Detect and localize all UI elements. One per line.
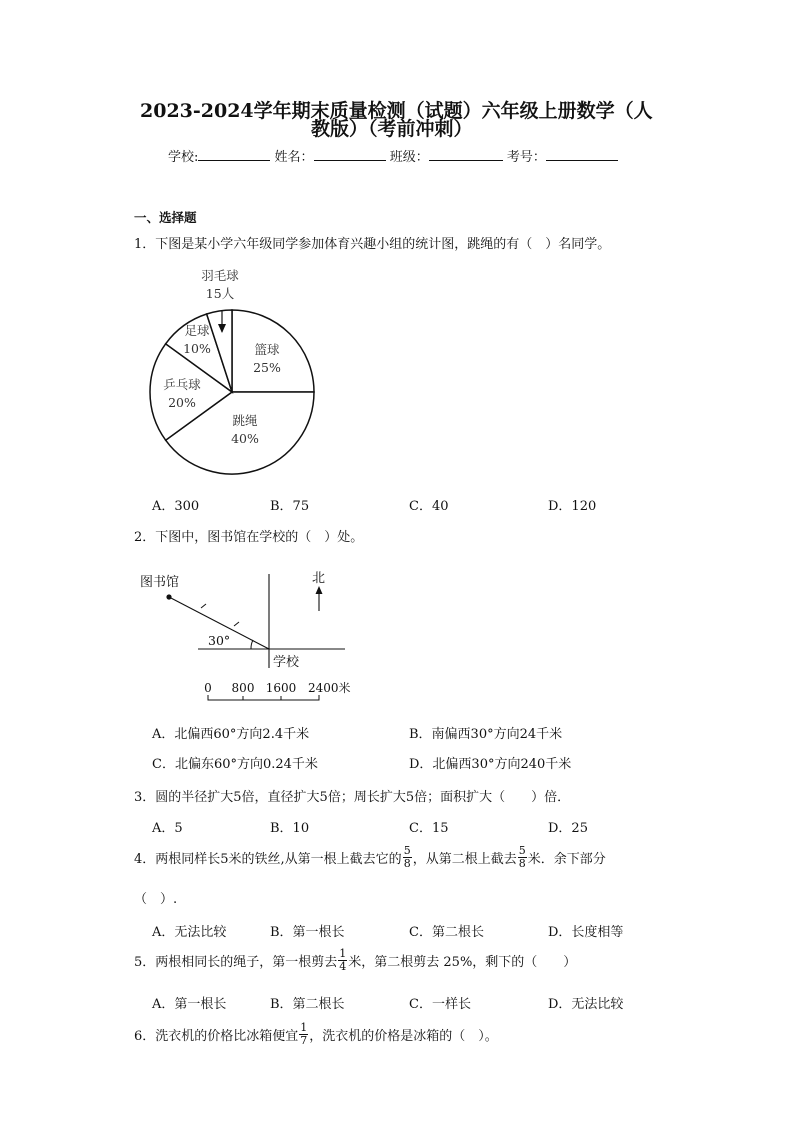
q3-option-a[interactable]: A．5 bbox=[152, 821, 183, 836]
q5-option-a[interactable]: A．第一根长 bbox=[152, 997, 227, 1012]
q5-frac-denominator: 4 bbox=[339, 960, 347, 973]
q6-fraction bbox=[299, 1022, 308, 1047]
pie-callout-value: 15人 bbox=[205, 286, 235, 301]
q1-option-d[interactable]: D．120 bbox=[548, 499, 597, 514]
q6-frac-numerator: 1 bbox=[300, 1021, 308, 1034]
q5-option-c[interactable]: C．一样长 bbox=[409, 997, 471, 1012]
angle-arc bbox=[251, 640, 253, 649]
q6-text-b: ，洗衣机的价格是冰箱的（ ）。 bbox=[309, 1029, 498, 1044]
page-title-line2: 教版）（考前冲刺） bbox=[311, 118, 473, 140]
q5-text-b: 米，第二根剪去 25%，剩下的（ ） bbox=[348, 955, 577, 970]
scale-tick-800: 800 bbox=[231, 681, 255, 695]
q2-option-d[interactable]: D．北偏西30°方向240千米 bbox=[409, 757, 572, 772]
q3-option-b[interactable]: B．10 bbox=[270, 821, 310, 836]
name-blank[interactable] bbox=[314, 148, 386, 161]
q5-option-d[interactable]: D．无法比较 bbox=[548, 997, 624, 1012]
name-label: 姓名： bbox=[274, 150, 314, 165]
question-2-text: 2．下图中，图书馆在学校的（ ）处。 bbox=[134, 530, 364, 545]
q2-option-a[interactable]: A．北偏西60°方向2.4千米 bbox=[152, 727, 310, 742]
scale-tick-0: 0 bbox=[204, 681, 212, 695]
question-3-text: 3．圆的半径扩大5倍，直径扩大5倍；周长扩大5倍；面积扩大（ ）倍． bbox=[134, 790, 571, 805]
q5-fraction bbox=[338, 948, 347, 973]
q4-option-b[interactable]: B．第一根长 bbox=[270, 925, 345, 940]
scale-tick-2400: 2400米 bbox=[308, 681, 351, 695]
q4-option-d[interactable]: D．长度相等 bbox=[548, 925, 624, 940]
q4-frac1-denominator: 8 bbox=[403, 857, 411, 870]
q5-text-a: 5．两根相同长的绳子，第一根剪去 bbox=[134, 955, 338, 970]
student-info-row bbox=[168, 146, 618, 165]
pie-label-basketball: 篮球 bbox=[254, 342, 280, 357]
q6-frac-denominator: 7 bbox=[300, 1034, 308, 1047]
question-5-text bbox=[134, 948, 576, 973]
q1-option-a[interactable]: A．300 bbox=[152, 499, 200, 514]
section-title: 一、选择题 bbox=[134, 210, 197, 225]
q2-option-b[interactable]: B．南偏西30°方向24千米 bbox=[409, 727, 563, 742]
q4-frac1-numerator: 5 bbox=[403, 844, 411, 857]
class-blank[interactable] bbox=[429, 148, 503, 161]
school-label: 学校 bbox=[273, 655, 300, 670]
pie-label-pingpong: 乒乓球 bbox=[163, 377, 201, 392]
page-title-line1: 2023-2024学年期末质量检测（试题）六年级上册数学（人 bbox=[140, 100, 653, 122]
question-4-line2: （ ）. bbox=[134, 892, 178, 907]
q1-option-c[interactable]: C．40 bbox=[409, 499, 449, 514]
q4-text-a: 4．两根同样长5米的铁丝,从第一根上截去它的 bbox=[134, 852, 402, 867]
q4-text-b: ，从第二根上截去 bbox=[412, 852, 517, 867]
pie-callout-label: 羽毛球 bbox=[201, 268, 239, 283]
q3-option-c[interactable]: C．15 bbox=[409, 821, 449, 836]
direction-diagram bbox=[130, 562, 370, 702]
scale-tick-1600: 1600 bbox=[265, 681, 297, 695]
question-4-text bbox=[134, 845, 606, 870]
question-6-text bbox=[134, 1022, 498, 1047]
pie-value-pingpong: 20% bbox=[168, 395, 196, 410]
class-label: 班级： bbox=[389, 150, 429, 165]
q4-fraction-1 bbox=[403, 845, 412, 870]
pie-value-basketball: 25% bbox=[253, 360, 281, 375]
q6-text-a: 6．洗衣机的价格比冰箱便宜 bbox=[134, 1029, 299, 1044]
scale-bar bbox=[208, 695, 319, 700]
q4-option-a[interactable]: A．无法比较 bbox=[152, 925, 227, 940]
q4-fraction-2 bbox=[518, 845, 527, 870]
school-blank[interactable] bbox=[198, 148, 270, 161]
q3-option-d[interactable]: D．25 bbox=[548, 821, 588, 836]
q5-option-b[interactable]: B．第二根长 bbox=[270, 997, 345, 1012]
north-arrowhead bbox=[316, 586, 323, 594]
q4-text-c: 米．余下部分 bbox=[527, 852, 606, 867]
library-label: 图书馆 bbox=[140, 575, 180, 590]
q1-option-b[interactable]: B．75 bbox=[270, 499, 310, 514]
q5-frac-numerator: 1 bbox=[339, 947, 347, 960]
pie-label-jumprope: 跳绳 bbox=[232, 413, 258, 428]
tick-mark-2 bbox=[234, 622, 239, 626]
pie-value-jumprope: 40% bbox=[231, 431, 259, 446]
exam-number-label: 考号： bbox=[506, 150, 546, 165]
school-label: 学校: bbox=[168, 150, 199, 165]
q4-frac2-numerator: 5 bbox=[518, 844, 526, 857]
question-1-text: 1．下图是某小学六年级同学参加体育兴趣小组的统计图，跳绳的有（ ）名同学。 bbox=[134, 237, 611, 252]
tick-mark-1 bbox=[201, 604, 206, 608]
angle-label: 30° bbox=[208, 633, 231, 648]
exam-number-blank[interactable] bbox=[546, 148, 618, 161]
q4-frac2-denominator: 8 bbox=[518, 857, 526, 870]
pie-label-football: 足球 bbox=[184, 323, 210, 338]
pie-value-football: 10% bbox=[183, 341, 211, 356]
q2-option-c[interactable]: C．北偏东60°方向0.24千米 bbox=[152, 757, 318, 772]
q4-option-c[interactable]: C．第二根长 bbox=[409, 925, 484, 940]
north-label: 北 bbox=[312, 571, 326, 586]
pie-chart bbox=[140, 262, 340, 482]
